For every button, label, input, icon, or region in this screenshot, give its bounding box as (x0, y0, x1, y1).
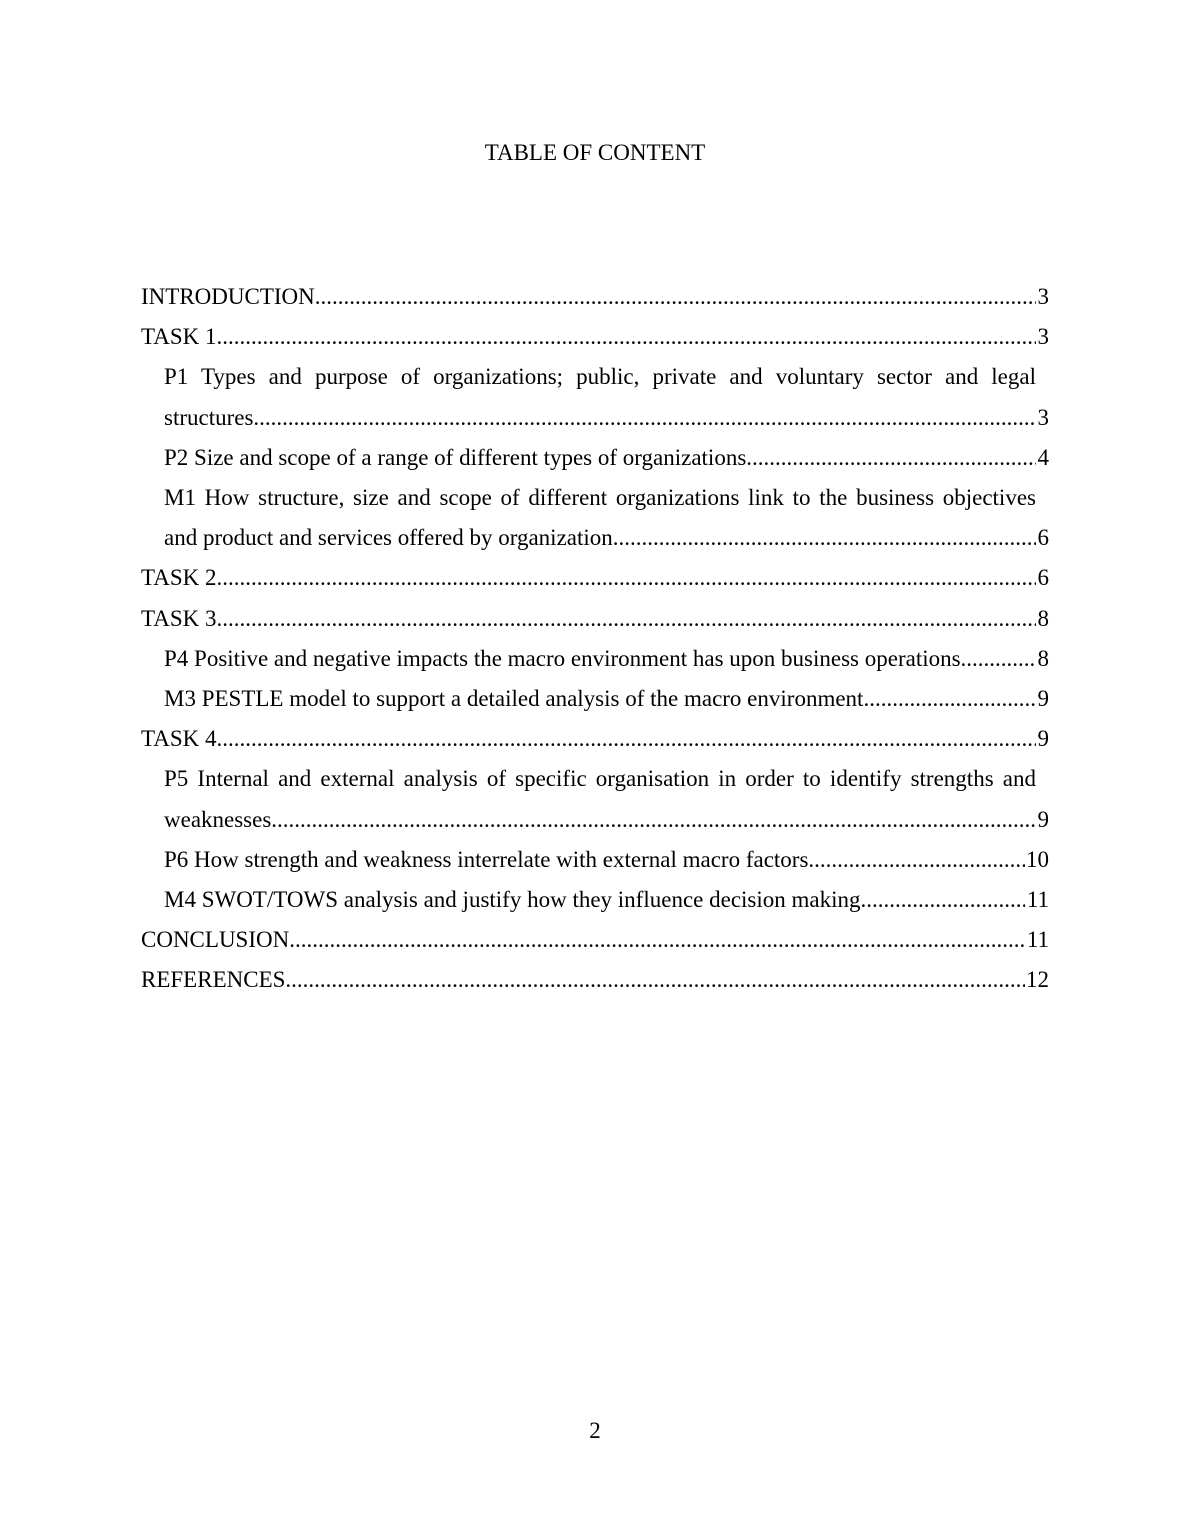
toc-entry-page: 6 (1037, 525, 1049, 551)
toc-entry-page: 9 (1037, 686, 1049, 712)
toc-entry-p4[interactable] (164, 639, 1049, 679)
toc-entry-text: P4 Positive and negative impacts the macro environment has upon business operations ..... (164, 646, 961, 671)
toc-entry-task-1[interactable] (141, 317, 1049, 357)
toc-entry-text: TASK 1 ..... (141, 324, 216, 349)
toc-entry-text: M4 SWOT/TOWS analysis and justify how they influence decision making ..... (164, 887, 861, 912)
toc-entry-page: 6 (1037, 565, 1049, 591)
toc-entry-page: 8 (1037, 605, 1049, 631)
toc-entry-page: 11 (1026, 927, 1049, 953)
toc-entry-text: INTRODUCTION ..... (141, 284, 315, 309)
toc-entry-text: P6 How strength and weakness interrelate with external macro factors ..... (164, 847, 808, 872)
toc-entry-text: P1 Types and purpose of organizations; public, private and voluntary sector and legal structures ..... (164, 364, 1036, 429)
toc-entry-page: 3 (1037, 404, 1049, 430)
toc-entry-m1[interactable] (164, 478, 1049, 558)
toc-entry-m3[interactable] (164, 679, 1049, 719)
toc-entry-p2[interactable] (164, 438, 1049, 478)
toc-entry-task-2[interactable] (141, 558, 1049, 598)
toc-entry-page: 4 (1037, 444, 1049, 470)
toc-entry-page: 9 (1037, 726, 1049, 752)
toc-entry-page: 12 (1026, 967, 1049, 993)
toc-entry-text: REFERENCES ..... (141, 967, 285, 992)
toc-entry-page: 11 (1026, 887, 1049, 913)
toc-entry-text: M1 How structure, size and scope of different organizations link to the business objectives and product and services offered by organization ..... (164, 485, 1036, 550)
toc-entry-references[interactable] (141, 960, 1049, 1000)
toc-entry-text: M3 PESTLE model to support a detailed analysis of the macro environment ..... (164, 686, 863, 711)
toc-entry-text: CONCLUSION ..... (141, 927, 289, 952)
toc-entry-introduction[interactable] (141, 277, 1049, 317)
toc-entry-page: 3 (1037, 324, 1049, 350)
toc-entry-task-4[interactable] (141, 719, 1049, 759)
page-number: 2 (589, 1418, 601, 1443)
toc-entry-p5[interactable] (164, 759, 1049, 839)
toc-entry-page: 3 (1037, 284, 1049, 309)
toc-entry-task-3[interactable] (141, 599, 1049, 639)
toc-entry-p6[interactable] (164, 840, 1049, 880)
toc-heading: TABLE OF CONTENT (484, 140, 706, 165)
toc-entry-page: 9 (1037, 806, 1049, 832)
toc-entry-page: 8 (1037, 645, 1049, 671)
toc-entry-text: TASK 4 ..... (141, 726, 216, 751)
toc-entry-conclusion[interactable] (141, 920, 1049, 960)
table-of-contents (141, 277, 1049, 1001)
toc-entry-text: TASK 2 ..... (141, 565, 216, 590)
toc-entry-p1[interactable] (164, 357, 1049, 437)
toc-entry-text: TASK 3 ..... (141, 606, 216, 631)
toc-entry-text: P5 Internal and external analysis of specific organisation in order to identify strengths and weaknesses ..... (164, 766, 1036, 831)
toc-entry-text: P2 Size and scope of a range of different types of organizations ..... (164, 445, 746, 470)
toc-entry-m4[interactable] (164, 880, 1049, 920)
toc-entry-page: 10 (1026, 846, 1049, 872)
